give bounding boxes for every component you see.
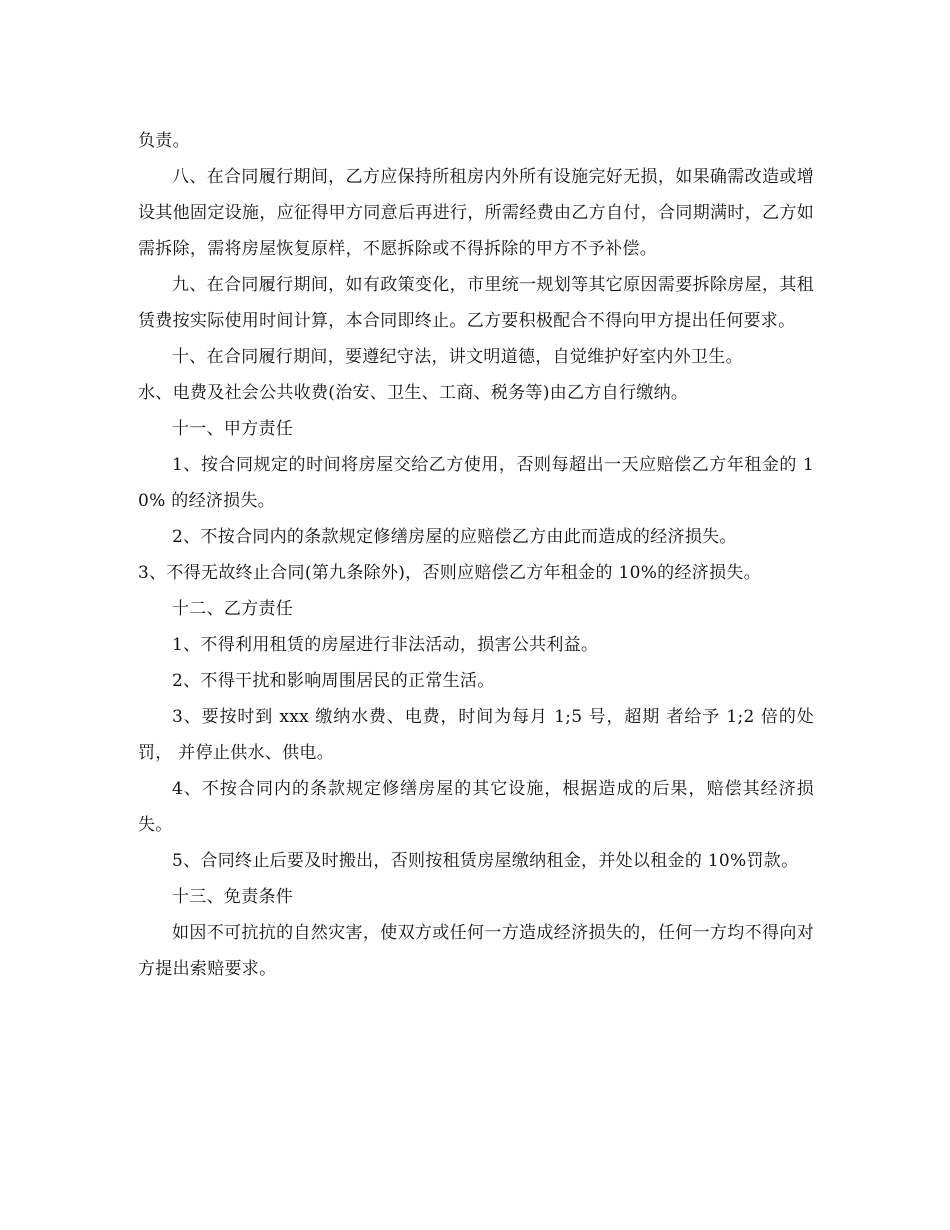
- paragraph-clause-11-item-1: 1、按合同规定的时间将房屋交给乙方使用，否则每超出一天应赔偿乙方年租金的 10% 的经济损失。: [138, 455, 814, 511]
- paragraph-clause-11-item-3: 3、不得无故终止合同(第九条除外)，否则应赔偿乙方年租金的 10%的经济损失。: [138, 563, 761, 583]
- paragraph-clause-12-item-5: 5、合同终止后要及时搬出，否则按租赁房屋缴纳租金，并处以租金的 10%罚款。: [172, 851, 799, 871]
- paragraph-clause-9: 九、在合同履行期间，如有政策变化，市里统一规划等其它原因需要拆除房屋，其租赁费按实际使用时间计算，本合同即终止。乙方要积极配合不得向甲方提出任何要求。: [138, 275, 814, 331]
- paragraph-clause-10-fees: 水、电费及社会公共收费(治安、卫生、工商、税务等)由乙方自行缴纳。: [138, 383, 689, 403]
- paragraph-clause-12-item-2: 2、不得干扰和影响周围居民的正常生活。: [172, 671, 495, 691]
- paragraph-clause-12-item-1: 1、不得利用租赁的房屋进行非法活动，损害公共利益。: [172, 635, 599, 655]
- paragraph-clause-8: 八、在合同履行期间，乙方应保持所租房内外所有设施完好无损，如果确需改造或增设其他固定设施，应征得甲方同意后再进行，所需经费由乙方自付，合同期满时，乙方如需拆除，需将房屋恢复原样，不愿拆除或不得拆除的甲方不予补偿。: [138, 167, 814, 259]
- heading-clause-11: 十一、甲方责任: [172, 419, 294, 439]
- heading-clause-13: 十三、免责条件: [172, 887, 294, 907]
- paragraph-clause-12-item-4: 4、不按合同内的条款规定修缮房屋的其它设施，根据造成的后果，赔偿其经济损失。: [138, 779, 814, 835]
- heading-clause-12: 十二、乙方责任: [172, 599, 294, 619]
- paragraph-clause-12-item-3: 3、要按时到 xxx 缴纳水费、电费，时间为每月 1;5 号，超期 者给予 1;2 倍的处罚， 并停止供水、供电。: [138, 707, 814, 763]
- paragraph-clause-11-item-2: 2、不按合同内的条款规定修缮房屋的应赔偿乙方由此而造成的经济损失。: [172, 527, 737, 547]
- document-body: [138, 123, 814, 987]
- paragraph-clause-13-body: 如因不可抗抗的自然灾害，使双方或任何一方造成经济损失的，任何一方均不得向对方提出索赔要求。: [138, 923, 814, 979]
- paragraph-continuation: 负责。: [138, 131, 190, 151]
- paragraph-clause-10: 十、在合同履行期间，要遵纪守法，讲文明道德，自觉维护好室内外卫生。: [172, 347, 743, 367]
